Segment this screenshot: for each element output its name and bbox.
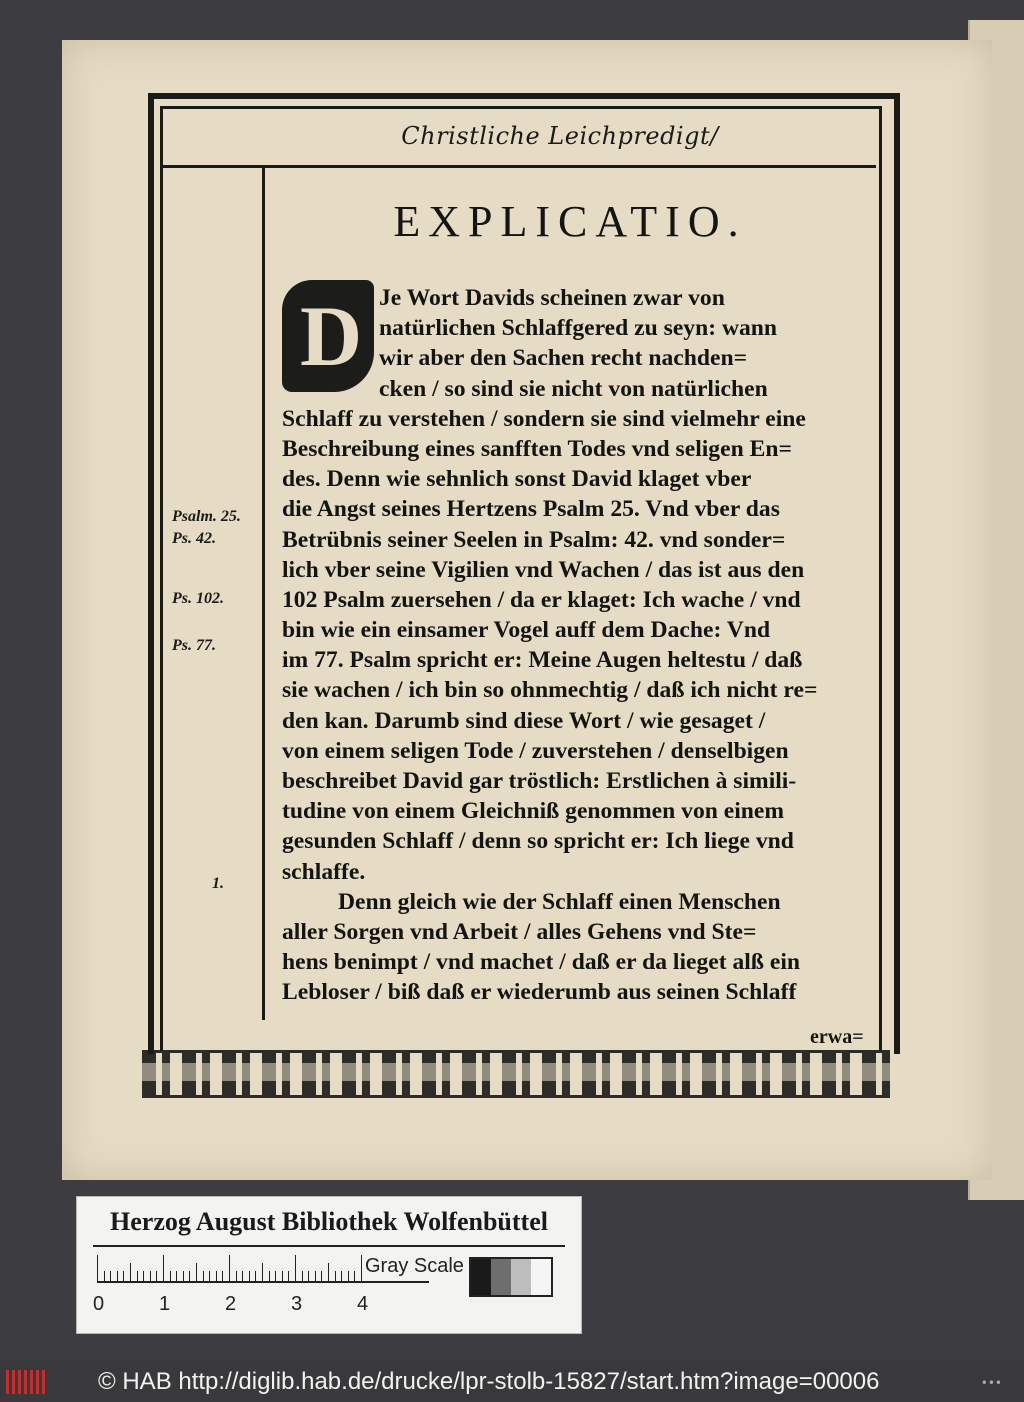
ruler-tick — [282, 1271, 283, 1283]
ruler-tick — [315, 1271, 316, 1283]
swatch-dark-gray — [491, 1259, 511, 1295]
card-title: Herzog August Bibliothek Wolfenbüttel — [110, 1207, 548, 1236]
ruler-tick — [143, 1271, 144, 1283]
ruler-number: 3 — [291, 1293, 303, 1315]
ruler-tick — [288, 1271, 289, 1283]
ruler-tick — [255, 1271, 256, 1283]
ruler-tick — [156, 1271, 157, 1283]
text-line: im 77. Psalm spricht er: Meine Augen heltestu / daß — [282, 647, 803, 674]
gray-scale-label: Gray Scale — [365, 1255, 464, 1277]
text-line: gesunden Schlaff / denn so spricht er: Ich liege vnd — [282, 828, 794, 855]
catchword: erwa= — [810, 1026, 864, 1048]
ornament-band — [142, 1063, 890, 1081]
text-line: Je Wort Davids scheinen zwar von — [379, 285, 725, 311]
ruler-tick — [189, 1271, 190, 1283]
text-line: schlaffe. — [282, 858, 366, 885]
text-line: tudine von einem Gleichniß genommen von einem — [282, 798, 785, 825]
swatch-light-gray — [511, 1259, 531, 1295]
ruler-tick — [249, 1271, 250, 1283]
ruler-tick — [341, 1271, 342, 1283]
marginal-note: Psalm. 25. — [172, 508, 241, 525]
text-line: die Angst seines Hertzens Psalm 25. Vnd vber das — [282, 496, 780, 523]
card-divider — [93, 1245, 565, 1247]
header-rule — [163, 165, 876, 168]
section-heading: EXPLICATIO. — [393, 197, 747, 246]
text-line: Schlaff zu verstehen / sondern sie sind vielmehr eine — [282, 405, 806, 432]
ruler-tick — [97, 1255, 98, 1283]
ruler-tick — [262, 1263, 263, 1283]
ruler-tick — [170, 1271, 171, 1283]
ruler-tick — [150, 1271, 151, 1283]
ruler-tick — [242, 1271, 243, 1283]
more-icon[interactable]: ••• — [980, 1376, 1002, 1390]
marginal-note: 1. — [212, 875, 224, 892]
marginal-note: Ps. 42. — [172, 530, 216, 547]
ruler-baseline — [97, 1281, 429, 1283]
text-line: den kan. Darumb sind diese Wort / wie gesaget / — [282, 707, 766, 734]
ruler-tick — [328, 1263, 329, 1283]
ruler-tick — [275, 1271, 276, 1283]
ruler-tick — [203, 1271, 204, 1283]
body-text — [282, 283, 872, 1008]
ruler-tick — [348, 1271, 349, 1283]
ruler-tick — [302, 1271, 303, 1283]
text-line: cken / so sind sie nicht von natürlichen — [379, 375, 768, 402]
text-line: Betrübnis seiner Seelen in Psalm: 42. vnd sonder= — [282, 526, 786, 553]
text-line: Denn gleich wie der Schlaff einen Menschen — [338, 888, 781, 915]
ruler-tick — [183, 1271, 184, 1283]
ruler-tick — [209, 1271, 210, 1283]
text-line: sie wachen / ich bin so ohnmechtig / daß ich nicht re= — [282, 677, 818, 704]
ruler-tick — [163, 1255, 164, 1283]
ruler-tick — [269, 1271, 270, 1283]
ruler-tick — [236, 1271, 237, 1283]
gray-scale-swatches — [469, 1257, 553, 1297]
ruler-tick — [361, 1255, 362, 1283]
ornamental-border — [142, 1050, 890, 1098]
ruler-tick — [196, 1263, 197, 1283]
ruler-tick — [222, 1271, 223, 1283]
ruler-number: 1 — [159, 1293, 171, 1315]
swatch-white — [531, 1259, 551, 1295]
ruler-tick — [110, 1271, 111, 1283]
text-line: Beschreibung eines sanfften Todes vnd seligen En= — [282, 435, 792, 462]
text-line: beschreibet David gar tröstlich: Erstlichen à simili- — [282, 768, 797, 794]
ruler-tick — [130, 1263, 131, 1283]
text-line: wir aber den Sachen recht nachden= — [379, 345, 748, 372]
ruler-tick — [117, 1271, 118, 1283]
text-line: lich vber seine Vigilien vnd Wachen / das ist aus den — [282, 556, 805, 583]
hab-logo-icon — [6, 1370, 46, 1394]
swatch-black — [471, 1259, 491, 1295]
text-line: natürlichen Schlaffgered zu seyn: wann — [379, 315, 778, 342]
ruler-number: 0 — [93, 1293, 105, 1315]
ruler-number: 2 — [225, 1293, 237, 1315]
ruler-tick — [216, 1271, 217, 1283]
text-line: hens benimpt / vnd machet / daß er da lieget alß ein — [282, 949, 801, 976]
ruler-tick — [123, 1271, 124, 1283]
ruler-tick — [229, 1255, 230, 1283]
text-line: des. Denn wie sehnlich sonst David klaget vber — [282, 466, 752, 493]
ruler-tick — [137, 1271, 138, 1283]
text-line: Lebloser / biß daß er wiederumb aus seinen Schlaff — [282, 979, 797, 1006]
ruler-tick — [308, 1271, 309, 1283]
text-line: aller Sorgen vnd Arbeit / alles Gehens vnd Ste= — [282, 918, 757, 945]
marginal-note: Ps. 77. — [172, 637, 216, 654]
ruler-tick — [321, 1271, 322, 1283]
text-line: von einem seligen Tode / zuverstehen / denselbigen — [282, 737, 789, 764]
drop-cap-letter: D — [300, 288, 363, 384]
color-card — [76, 1196, 582, 1334]
ruler-tick — [104, 1271, 105, 1283]
ruler-tick — [295, 1255, 296, 1283]
text-line: 102 Psalm zuersehen / da er klaget: Ich wache / vnd — [282, 586, 801, 613]
footer-bar — [0, 1360, 1024, 1402]
ruler-tick — [354, 1271, 355, 1283]
marginal-note: Ps. 102. — [172, 590, 224, 607]
ruler-tick — [335, 1271, 336, 1283]
text-line: bin wie ein einsamer Vogel auff dem Dache: Vnd — [282, 617, 771, 644]
ruler-tick — [176, 1271, 177, 1283]
running-head: Christliche Leichpredigt/ — [401, 122, 719, 150]
footer-url[interactable]: © HAB http://diglib.hab.de/drucke/lpr-stolb-15827/start.htm?image=00006 — [98, 1368, 880, 1395]
ruler-number: 4 — [357, 1293, 369, 1315]
